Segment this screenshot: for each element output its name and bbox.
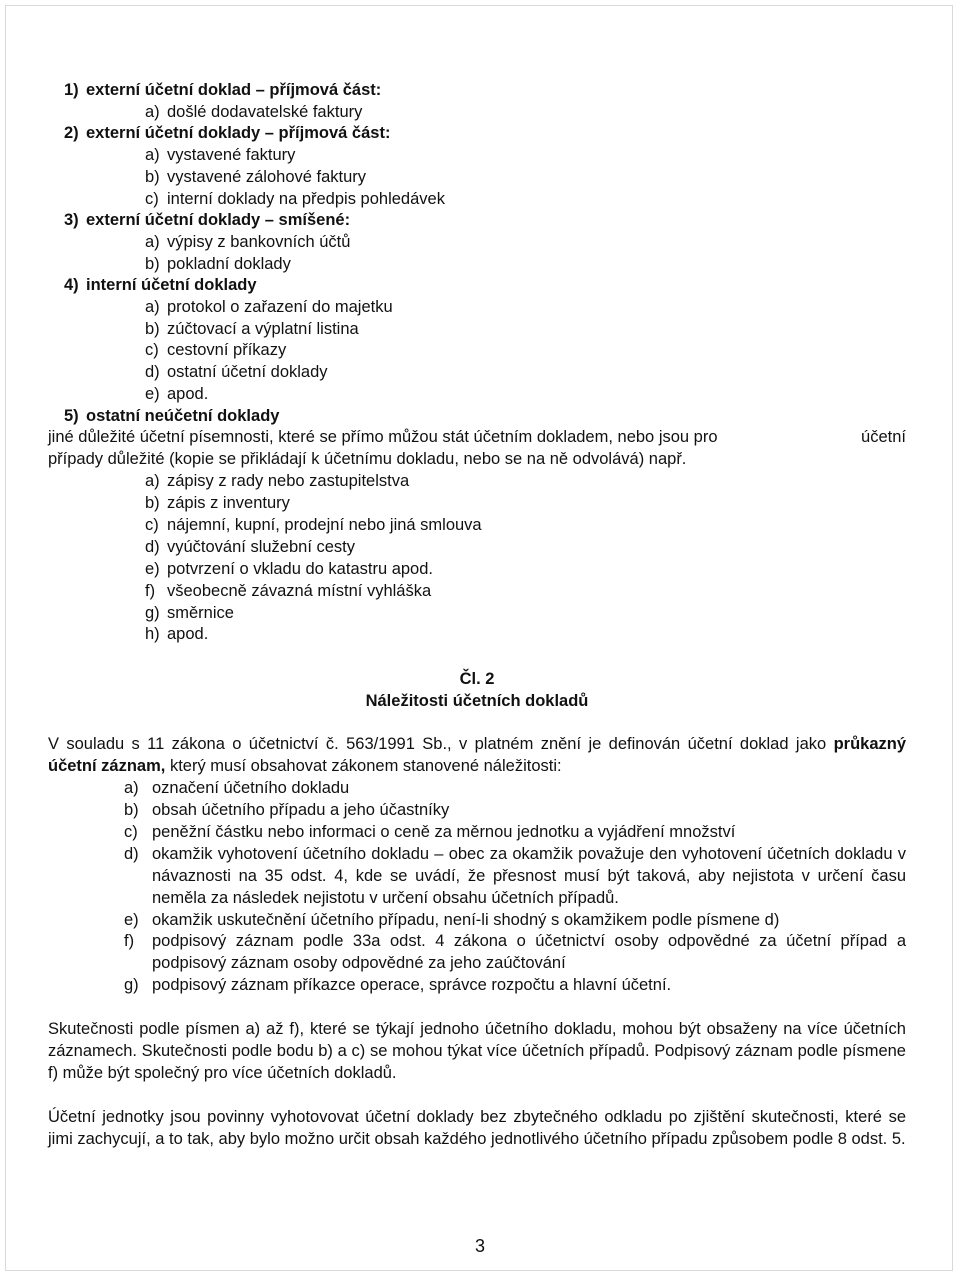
list-heading-1: 1) externí účetní doklad – příjmová část: [64,81,382,99]
document-types-list [48,80,906,427]
list-item: a) došlé dodavatelské faktury [145,102,363,121]
list-item: e) apod. [145,384,209,403]
list-item: g) podpisový záznam příkazce operace, správce rozpočtu a hlavní účetní. [124,976,672,995]
list-item: e) okamžik uskutečnění účetního případu, není-li shodný s okamžikem podle písmene d) [124,910,780,929]
other-documents-intro-line: případy důležité (kopie se přikládají k účetnímu dokladu, nebo se na ně odvolává) např. [48,450,687,469]
list-item: a) vystavené faktury [145,146,296,165]
list-item: b) zúčtovací a výplatní listina [145,319,359,338]
list-item: b) vystavené zálohové faktury [145,167,367,186]
list-heading-2: 2) externí účetní doklady – příjmová část: [64,124,391,143]
list-item: e) potvrzení o vkladu do katastru apod. [145,559,433,578]
paragraph: Účetní jednotky jsou povinny vyhotovovat účetní doklady bez zbytečného odkladu po zjištění skutečnosti, které se jimi zachycují, a to tak, aby bylo možno určit obsah každého jednotlivého účetního případu způsobem podle 8 odst. 5. [48,1107,906,1148]
intro-paragraph: V souladu s 11 zákona o účetnictví č. 563/1991 Sb., v platném znění je definován účetní doklad jako průkazný účetní záznam, který musí obsahovat zákonem stanovené náležitosti: [48,735,906,776]
list-item: b) obsah účetního případu a jeho účastníky [124,801,450,820]
page-number: 3 [474,1236,485,1256]
list-item: b) zápis z inventury [145,493,290,512]
list-item: c) cestovní příkazy [145,341,287,360]
list-item: a) protokol o zařazení do majetku [145,298,393,317]
list-item: c) nájemní, kupní, prodejní nebo jiná smlouva [145,515,482,534]
requirements-list [48,778,906,997]
list-item: d) okamžik vyhotovení účetního dokladu – obec za okamžik považuje den vyhotovení účetních dokladu v návaznosti na 35 odst. 4, kde se uvádí, že přesnost musí být taková, aby nejistota v určení času neměla za následek nejistotu v určení obsahu účetních případů. [124,844,906,907]
other-documents-intro-line: jiné důležité účetní písemnosti, které se přímo můžou stát účetním dokladem, nebo jsou pro účetní [48,428,906,447]
article-number: Čl. 2 [459,670,495,689]
list-item: c) interní doklady na předpis pohledávek [145,189,445,208]
paragraph: Skutečnosti podle písmen a) až f), které se týkají jednoho účetního dokladu, mohou být obsaženy na více účetních záznamech. Skutečnosti podle bodu b) a c) se mohou týkat více účetních případů. Podpisový záznam podle písmene f) může být společný pro více účetních dokladů. [48,1020,906,1082]
list-item: a) výpisy z bankovních účtů [145,232,351,251]
list-heading-3: 3) externí účetní doklady – smíšené: [64,211,351,230]
list-item: b) pokladní doklady [145,254,291,273]
list-item: f) podpisový záznam podle 33a odst. 4 zákona o účetnictví osoby odpovědné za účetní případ a podpisový záznam osoby odpovědné za jeho zaúčtování [124,932,906,973]
article-title: Náležitosti účetních dokladů [365,692,589,711]
list-heading-5: 5) ostatní neúčetní doklady [64,406,280,425]
list-item: a) zápisy z rady nebo zastupitelstva [145,472,410,491]
document-content [48,80,906,1151]
list-heading-4: 4) interní účetní doklady [64,276,257,295]
other-documents-block [48,427,906,646]
list-item: c) peněžní částku nebo informaci o ceně za měrnou jednotku a vyjádření množství [124,822,736,841]
list-item: g) směrnice [145,603,234,622]
emphasis-term: průkazný účetní záznam, [48,735,906,776]
list-item: h) apod. [145,625,209,644]
list-item: a) označení účetního dokladu [124,779,350,798]
list-item: d) ostatní účetní doklady [145,363,328,382]
list-item: d) vyúčtování služební cesty [145,537,356,556]
list-item: f) všeobecně závazná místní vyhláška [145,581,432,600]
